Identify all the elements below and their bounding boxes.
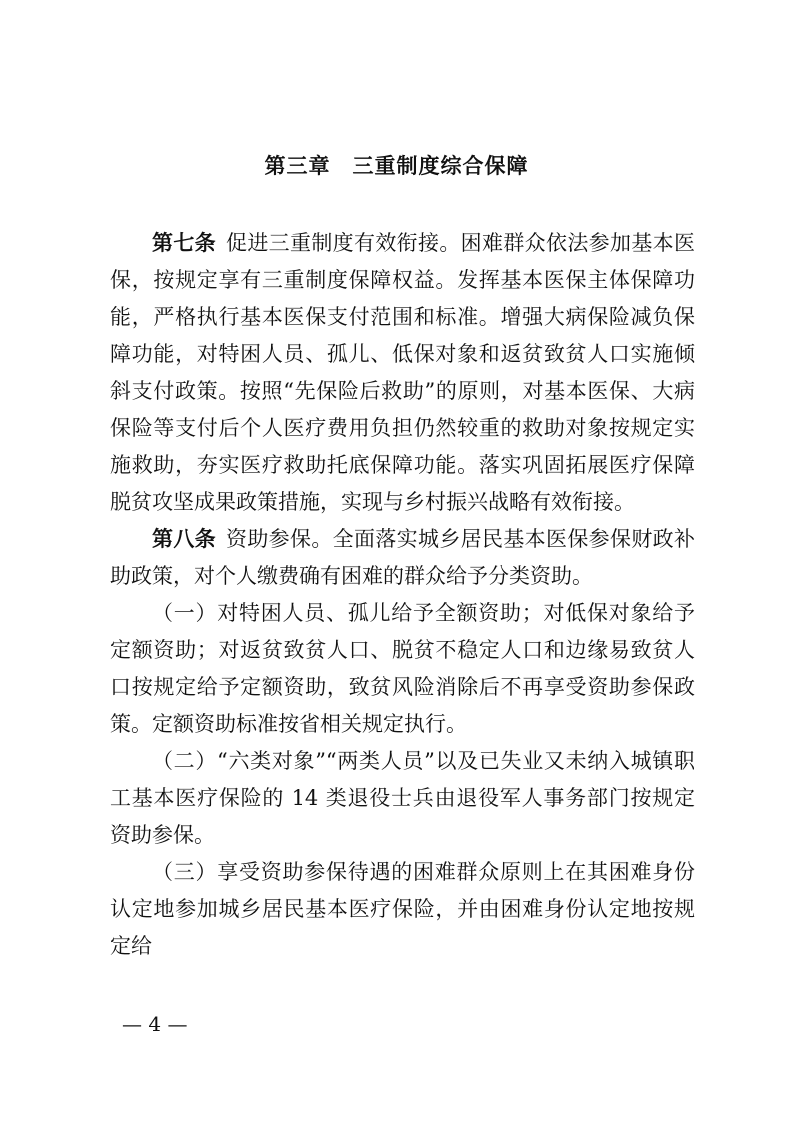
- document-body: [110, 225, 695, 965]
- list-item-2: （二）“六类对象”“两类人员”以及已失业又未纳入城镇职工基本医疗保险的 14 类退役士兵由退役军人事务部门按规定资助参保。: [110, 749, 695, 847]
- article-8-paragraph: [110, 521, 695, 595]
- article-8-label: 第八条: [152, 527, 216, 551]
- article-7-paragraph: [110, 225, 695, 521]
- chapter-title: 第三章 三重制度综合保障: [264, 154, 529, 178]
- page-number: — 4 —: [122, 1012, 188, 1036]
- article-7-text: 促进三重制度有效衔接。困难群众依法参加基本医保，按规定享有三重制度保障权益。发挥基本医保主体保障功能，严格执行基本医保支付范围和标准。增强大病保险减负保障功能，对特困人员、孤儿、低保对象和返贫致贫人口实施倾斜支付政策。按照“先保险后救助”的原则，对基本医保、大病保险等支付后个人医疗费用负担仍然较重的救助对象按规定实施救助，夯实医疗救助托底保障功能。落实巩固拓展医疗保障脱贫攻坚成果政策措施，实现与乡村振兴战略有效衔接。: [110, 231, 695, 514]
- list-item-1: （一）对特困人员、孤儿给予全额资助；对低保对象给予定额资助；对返贫致贫人口、脱贫不稳定人口和边缘易致贫人口按规定给予定额资助，致贫风险消除后不再享受资助参保政策。定额资助标准按省相关规定执行。: [110, 601, 695, 736]
- article-8-text: 资助参保。全面落实城乡居民基本医保参保财政补助政策，对个人缴费确有困难的群众给予分类资助。: [110, 527, 695, 588]
- article-7-label: 第七条: [152, 231, 216, 255]
- list-item-3: （三）享受资助参保待遇的困难群众原则上在其困难身份认定地参加城乡居民基本医疗保险，并由困难身份认定地按规定给: [110, 860, 695, 958]
